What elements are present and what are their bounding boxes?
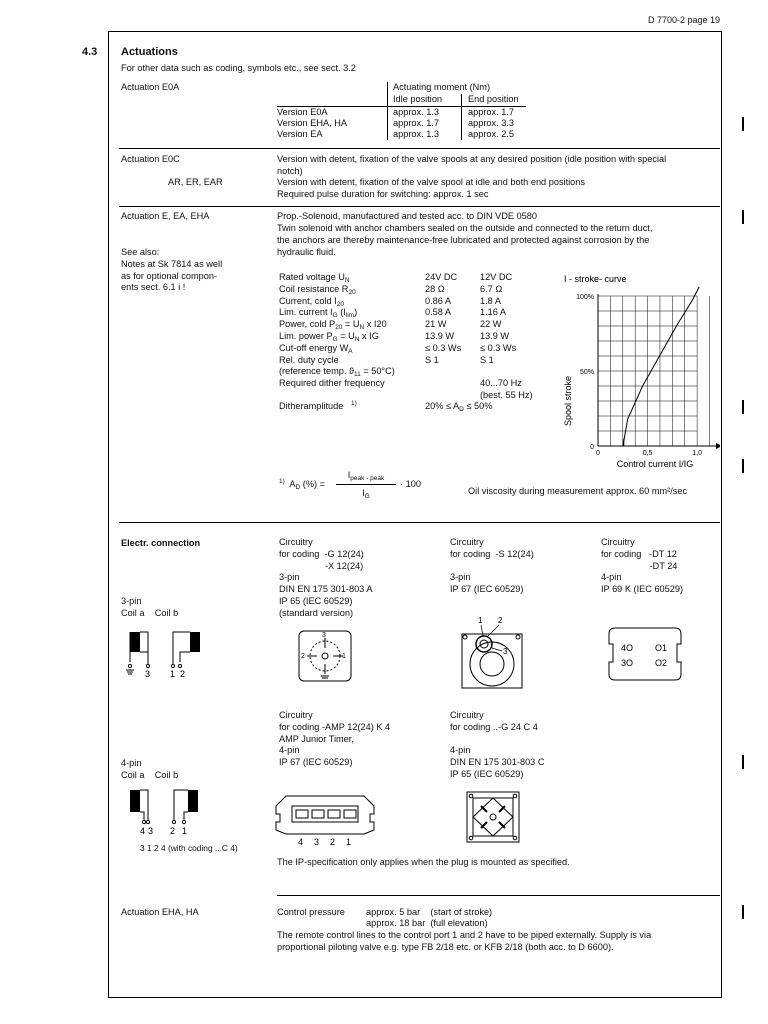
spec-12v: S 1 (480, 354, 494, 365)
x-axis-label: Control current I/IG (616, 459, 694, 469)
spec-24v: 13.9 W (425, 331, 455, 341)
section-rule (119, 522, 720, 523)
spec-param: Cut-off energy $W_A$ (279, 342, 353, 355)
spec-row (279, 378, 559, 390)
amp-connector-icon (272, 792, 378, 848)
section-rule (119, 148, 720, 149)
e0a-label: Actuation E0A (121, 82, 180, 92)
spec-param: Current, cold $I_{20}$ (279, 295, 344, 308)
din-a-plug-icon (295, 626, 355, 686)
pin4-order-note: 3 1 2 4 (with coding ...C 4) (140, 843, 238, 853)
svg-text:2: 2 (180, 669, 186, 679)
control-pressure-1: approx. 5 bar (start of stroke) (366, 907, 493, 917)
spec-row (279, 284, 559, 296)
ip-note: The IP-specification only applies when the plug is mounted as specified. (277, 857, 570, 867)
spec-24v: 24V DC (425, 272, 458, 282)
circuitry-g: Circuitry for coding -G 12(24) -X 12(24) 3-pin DIN EN 175 301-803 A IP 65 (IEC 60529) (standard version) (279, 537, 373, 618)
circuitry-s: Circuitry for coding -S 12(24) 3-pin IP 67 (IEC 60529) (450, 537, 534, 595)
chart-title: I - stroke- curve (564, 274, 627, 284)
x-axis-arrow (716, 443, 720, 449)
section-title: Actuations (121, 46, 178, 58)
section-number: 4.3 (82, 46, 98, 58)
circuitry-g24c4: Circuitry for coding ..-G 24 C 4 4-pin DIN EN 175 301-803 C IP 65 (IEC 60529) (450, 710, 545, 779)
stroke-curve-chart (560, 268, 720, 476)
section-intro: For other data such as coding, symbols etc., see sect. 3.2 (121, 63, 356, 73)
e0c-line: notch) (277, 166, 303, 176)
e0c-line: Version with detent, fixation of the valve spool at idle and both end positions (277, 177, 585, 187)
spec-param: Required dither frequency (279, 378, 385, 389)
spec-row (279, 331, 559, 343)
dither-amplitude-label: Ditheramplitude $^{1)}$ (279, 399, 357, 411)
pin3-labels: 3-pin Coil a Coil b (121, 596, 179, 618)
x-tick-label: 1,0 (692, 450, 702, 457)
dt-connector-icon (605, 624, 685, 684)
e0c-label: Actuation E0C (121, 154, 180, 164)
spec-param: Rel. duty cycle (279, 354, 339, 365)
col-end-header: End position (468, 94, 519, 104)
formula-rhs: · 100 (400, 479, 421, 489)
spec-24v: 0.58 A (425, 307, 452, 318)
y-tick-label: 50% (579, 369, 594, 376)
svg-text:3: 3 (145, 669, 151, 679)
spec-row (279, 343, 559, 355)
spec-12v: 1.8 A (480, 295, 501, 306)
eha-note: The remote control lines to the control port 1 and 2 have to be piped externally. Supply is via proportional piloting valve e.g. type FB 2/18 etc. or KFB 2/18 (both acc. to D 6600). (277, 930, 652, 952)
svg-text:1: 1 (170, 669, 176, 679)
pin3-coil-diagram (118, 622, 218, 682)
spec-12v: 6.7 Ω (480, 283, 503, 294)
page-reference: D 7700-2 page 19 (647, 15, 720, 25)
y-tick-label: 100% (576, 294, 594, 301)
fraction-bar (336, 484, 396, 485)
x-tick-label: 0 (596, 450, 600, 457)
control-pressure-label: Control pressure (277, 907, 345, 917)
svg-text:O2: O2 (655, 658, 668, 668)
spec-24v: ≤ 0.3 Ws (425, 342, 462, 353)
din-c-plug-icon (463, 788, 523, 846)
spec-row (279, 307, 559, 319)
svg-text:1: 1 (346, 837, 352, 847)
svg-text:2: 2 (170, 826, 176, 836)
eha-label: Actuation EHA, HA (121, 907, 199, 917)
svg-text:4O: 4O (621, 643, 634, 653)
change-bar (742, 210, 744, 224)
x-tick-label: 0,5 (642, 450, 653, 457)
svg-text:O1: O1 (655, 643, 668, 653)
svg-text:1: 1 (342, 653, 346, 660)
svg-text:3: 3 (148, 826, 154, 836)
svg-text:1: 1 (182, 826, 188, 836)
spec-24v: 21 W (425, 319, 447, 330)
spec-24v: 28 Ω (425, 283, 445, 294)
svg-text:3: 3 (322, 632, 326, 639)
formula: $^{1)}$ $A_D$ (%) = (279, 477, 325, 491)
spec-row (279, 296, 559, 308)
svg-text:1: 1 (478, 616, 483, 625)
table-divider (461, 94, 462, 140)
spec-param: Lim. power $P_G = U_N$ x IG (279, 331, 379, 343)
col-idle-header: Idle position (393, 94, 443, 104)
change-bar (742, 400, 744, 414)
svg-text:2: 2 (301, 653, 305, 660)
svg-text:4: 4 (298, 837, 304, 847)
svg-text:3O: 3O (621, 658, 634, 668)
see-also-note: See also: Notes at Sk 7814 as well as for optional compon- ents sect. 6.1 i ! (121, 247, 223, 293)
formula-denominator: $I_G$ (362, 488, 370, 500)
change-bar (742, 755, 744, 769)
svg-text:3: 3 (503, 647, 508, 656)
spec-24v: S 1 (425, 354, 439, 365)
e0c-sublabel: AR, ER, EAR (168, 177, 223, 187)
spec-param: Rated voltage $U_N$ (279, 272, 350, 284)
change-bar (742, 459, 744, 473)
spec-param: Coil resistance $R_{20}$ (279, 283, 356, 296)
spec-12v: (best. 55 Hz) (480, 390, 533, 400)
y-axis-label: Spool stroke (563, 375, 573, 427)
circuitry-dt: Circuitry for coding -DT 12 -DT 24 4-pin IP 69 K (IEC 60529) (601, 537, 684, 595)
electr-title: Electr. connection (121, 538, 201, 548)
s-connector-icon (458, 614, 526, 690)
spec-12v: 1.16 A (480, 307, 507, 318)
spec-12v: 22 W (480, 319, 502, 330)
spec-param: Lim. current $I_G$ $(I_{lim})$ (279, 307, 358, 320)
spec-12v: 13.9 W (480, 331, 510, 341)
control-pressure-2: approx. 18 bar (full elevation) (366, 918, 488, 928)
formula-numerator: $I_{peak - peak}$ (347, 470, 385, 482)
svg-text:4: 4 (140, 826, 146, 836)
table-divider (387, 82, 388, 140)
spec-row (279, 366, 559, 378)
spec-param: (reference temp. $ϑ_{11} = 50^\circ C$) (279, 366, 395, 379)
y-tick-label: 0 (590, 444, 594, 451)
svg-text:2: 2 (498, 616, 503, 625)
pin4-coil-diagram (118, 784, 218, 840)
viscosity-note: Oil viscosity during measurement approx. 60 mm²/sec (468, 486, 688, 496)
spec-row (279, 319, 559, 331)
change-bar (742, 117, 744, 131)
pin4-labels: 4-pin Coil a Coil b (121, 758, 179, 780)
svg-text:2: 2 (330, 837, 336, 847)
circuitry-amp: Circuitry for coding -AMP 12(24) K 4 AMP Junior Timer, 4-pin IP 67 (IEC 60529) (279, 710, 391, 768)
e-label: Actuation E, EA, EHA (121, 211, 210, 221)
spec-24v: 0.86 A (425, 295, 452, 306)
svg-text:3: 3 (314, 837, 320, 847)
spec-param: Power, cold $P_{20} = U_N$ x I20 (279, 319, 387, 332)
spec-12v: 40...70 Hz (480, 378, 522, 389)
dither-amplitude-value: $20\% \le A_D \le 50\%$ (425, 401, 493, 413)
e0c-line: Version with detent, fixation of the valve spools at any desired position (idle position with special (277, 154, 667, 164)
section-rule (277, 895, 720, 896)
change-bar (742, 905, 744, 919)
solenoid-desc: Prop.-Solenoid, manufactured and tested acc. to DIN VDE 0580 (277, 211, 537, 221)
moment-header: Actuating moment (Nm) (393, 82, 491, 92)
spec-row (279, 355, 559, 367)
section-rule (119, 206, 720, 207)
spec-12v: 12V DC (480, 272, 513, 282)
e0c-line: Required pulse duration for switching: approx. 1 sec (277, 189, 489, 199)
spec-row (279, 272, 559, 284)
solenoid-desc-2: Twin solenoid with anchor chambers sealed on the outside and connected to the return duct, the anchors are thereby maintenance-free lubricated and protected against corrosion by the hydraulic fluid. (277, 223, 653, 257)
spec-12v: ≤ 0.3 Ws (480, 342, 517, 353)
